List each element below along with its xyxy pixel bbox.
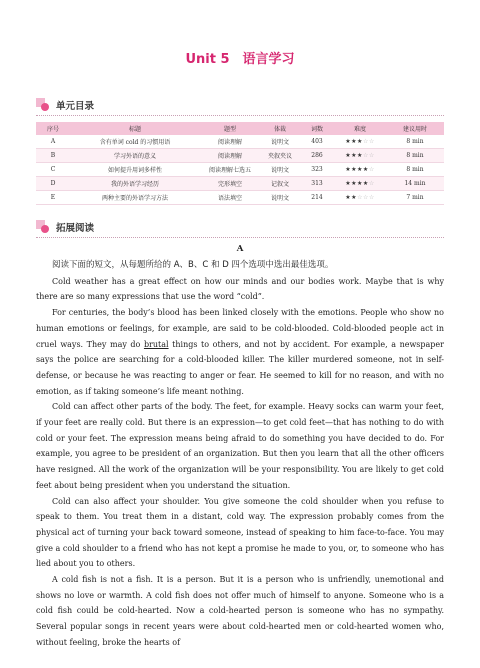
cell-title: 两种主要的外语学习方法 <box>70 191 200 205</box>
cell-words: 313 <box>300 177 334 191</box>
cell-time: 8 min <box>386 149 444 163</box>
cell-type: 阅读理解 <box>200 135 260 149</box>
table-row <box>36 163 444 177</box>
difficulty-stars-icon: ★★★★☆ <box>334 163 386 177</box>
column-header: 建议用时 <box>386 122 444 135</box>
cell-genre: 夹叙夹议 <box>260 149 300 163</box>
section-divider <box>36 115 444 116</box>
section-header-contents <box>36 96 94 114</box>
difficulty-stars-icon: ★★★★☆ <box>334 177 386 191</box>
paragraph: Cold can also affect your shoulder. You give someone the cold shoulder when you refuse to speak to them. You treat them in a distant, cold way. The expression probably comes from the physical act of turning your back toward someone, instead of speaking to him face-to-face. You may give a cold shoulder to a friend who has not kept a promise he made to you, or, to someone who has lied about you to others. <box>36 496 444 569</box>
passage-body <box>36 258 444 651</box>
cell-id: B <box>36 149 70 163</box>
paragraph: For centuries, the body’s blood has been linked closely with the emotions. People who show no human emotions or feelings, for example, are said to be cold-blooded. Cold-blooded people act in cruel ways. They may do brutal things to others, and not by accident. For example, a newspaper says the police are searching for a cold-blooded killer. The killer murdered someone, not in self-defense, or because he was reacting to anger or fear. He seemed to kill for no reason, and with no emotion, as if taking someone’s life meant nothing. <box>36 308 444 396</box>
table-header-row <box>36 122 444 135</box>
cell-time: 8 min <box>386 135 444 149</box>
paragraph: Cold weather has a great effect on how our minds and our bodies work. Maybe that is why there are so many expressions that use the word “cold”. <box>36 276 444 302</box>
cell-genre: 说明文 <box>260 163 300 177</box>
column-header: 题型 <box>200 122 260 135</box>
cell-type: 阅读理解七选五 <box>200 163 260 177</box>
cell-words: 286 <box>300 149 334 163</box>
section-divider <box>36 237 444 238</box>
cell-title: 如何提升用词多样性 <box>70 163 200 177</box>
cell-title: 含有单词 cold 的习惯用语 <box>70 135 200 149</box>
cell-type: 完形填空 <box>200 177 260 191</box>
cell-id: A <box>36 135 70 149</box>
section-title-reading: 拓展阅读 <box>56 223 95 234</box>
column-header: 体裁 <box>260 122 300 135</box>
instruction-text: 阅读下面的短文，从每题所给的 A、B、C 和 D 四个选项中选出最佳选项。 <box>52 260 334 270</box>
table-row <box>36 191 444 205</box>
cell-type: 阅读理解 <box>200 149 260 163</box>
paragraph: Cold can affect other parts of the body. The feet, for example. Heavy socks can warm your feet, if your feet are really cold. But there is an expression—to get cold feet—that has nothing to do with cold or your feet. The expression means being afraid to do something you have decided to do. For example, you agree to be president of an organization. But then you learn that all the other officers have resigned. All the work of the organization will be your responsibility. You are likely to get cold feet about being president when you understand the situation. <box>36 402 444 490</box>
paragraph: A cold fish is not a fish. It is a person. But it is a person who is unfriendly, unemotional and shows no love or warmth. A cold fish does not offer much of himself to anyone. Someone who is a cold fish could be cold-hearted. Now a cold-hearted person is someone who has no sympathy. Several popular songs in recent years were about cold-hearted men or cold-hearted women who, without feeling, broke the hearts of <box>36 575 444 647</box>
cell-time: 7 min <box>386 191 444 205</box>
cell-type: 语法填空 <box>200 191 260 205</box>
cell-words: 323 <box>300 163 334 177</box>
table-row <box>36 149 444 163</box>
cell-time: 14 min <box>386 177 444 191</box>
underlined-word: brutal <box>143 339 169 349</box>
cell-id: E <box>36 191 70 205</box>
difficulty-stars-icon: ★★★☆☆ <box>334 149 386 163</box>
column-header: 序号 <box>36 122 70 135</box>
difficulty-stars-icon: ★★☆☆☆ <box>334 191 386 205</box>
cell-words: 214 <box>300 191 334 205</box>
passage-label: A <box>236 244 244 254</box>
cell-title: 我的外语学习经历 <box>70 177 200 191</box>
section-header-reading <box>36 218 94 236</box>
table-row <box>36 177 444 191</box>
cell-genre: 说明文 <box>260 191 300 205</box>
section-marker-icon <box>36 220 52 234</box>
table-row <box>36 135 444 149</box>
difficulty-stars-icon: ★★★☆☆ <box>334 135 386 149</box>
cell-id: C <box>36 163 70 177</box>
column-header: 难度 <box>334 122 386 135</box>
unit-title: Unit 5 语言学习 <box>185 52 295 67</box>
cell-words: 403 <box>300 135 334 149</box>
cell-time: 8 min <box>386 163 444 177</box>
section-marker-icon <box>36 98 52 112</box>
section-title-contents: 单元目录 <box>56 101 95 112</box>
cell-genre: 记叙文 <box>260 177 300 191</box>
contents-table <box>36 122 444 205</box>
cell-genre: 说明文 <box>260 135 300 149</box>
cell-id: D <box>36 177 70 191</box>
column-header: 词数 <box>300 122 334 135</box>
cell-title: 学习外语的意义 <box>70 149 200 163</box>
column-header: 标题 <box>70 122 200 135</box>
